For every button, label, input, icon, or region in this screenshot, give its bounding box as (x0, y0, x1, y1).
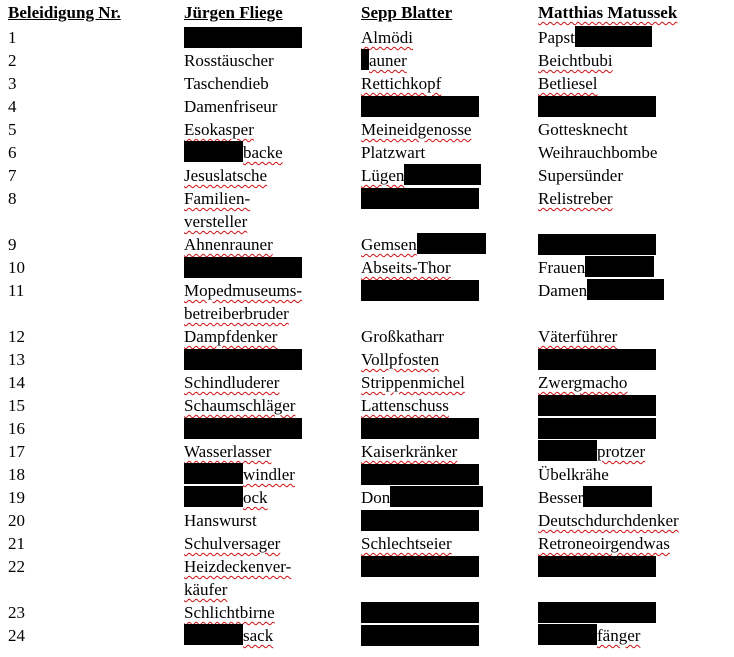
insult-text: Großkatharr (361, 327, 445, 346)
insult-cell (538, 532, 670, 555)
insult-cell (361, 256, 451, 279)
row-number: 16 (8, 419, 25, 438)
insult-cell (361, 440, 457, 463)
insult-text: Damenfriseur (184, 97, 278, 116)
redaction-block (587, 279, 664, 300)
insult-cell (184, 141, 283, 164)
insult-text: Meineidgenosse (361, 120, 472, 139)
insult-text: Abseits-Thor (361, 258, 451, 277)
redaction-block (390, 486, 483, 507)
insult-cell (184, 555, 291, 578)
row-number: 11 (8, 281, 25, 300)
row-number: 24 (8, 626, 25, 645)
insult-text: Väterführer (538, 327, 618, 346)
insult-cell-continued (184, 578, 227, 601)
redaction-block (404, 164, 481, 185)
insult-text: fänger (597, 626, 641, 645)
row-number: 19 (8, 488, 25, 507)
insult-cell (184, 95, 277, 118)
insult-text: Rettichkopf (361, 74, 442, 93)
row-number: 22 (8, 557, 25, 576)
redaction-block (538, 440, 597, 461)
row-number: 8 (8, 189, 17, 208)
redaction-block (361, 464, 479, 485)
insult-text: Besser (538, 488, 584, 507)
insult-text: Platzwart (361, 143, 426, 162)
row-number: 3 (8, 74, 17, 93)
header-matthias-matussek: Matthias Matussek (538, 3, 678, 22)
redaction-block (538, 395, 656, 416)
insult-cell (184, 49, 274, 72)
insult-text: Retroneoirgendwas (538, 534, 670, 553)
row-number: 7 (8, 166, 17, 185)
insult-text: Schulversager (184, 534, 281, 553)
row-number: 12 (8, 327, 25, 346)
insult-cell (184, 509, 257, 532)
redaction-block (361, 602, 479, 623)
insult-cell (538, 26, 652, 49)
redaction-block (538, 418, 656, 439)
insult-cell (184, 463, 295, 486)
insult-text: Relistreber (538, 189, 613, 208)
redaction-block (361, 96, 479, 117)
insult-text: Deutschdurchdenker (538, 511, 679, 530)
redaction-block (361, 49, 369, 70)
insult-text: Jesuslatsche (184, 166, 268, 185)
insult-cell (184, 532, 280, 555)
insult-text: Schlechtseier (361, 534, 452, 553)
insult-cell (538, 256, 654, 279)
insult-cell (538, 325, 617, 348)
redaction-block (583, 486, 652, 507)
insult-text: versteller (184, 212, 248, 231)
insult-cell-continued (184, 210, 247, 233)
redaction-block (538, 234, 656, 255)
insult-text: Lattenschuss (361, 396, 449, 415)
insult-text: windler (243, 465, 295, 484)
insult-text: Ahnenrauner (184, 235, 273, 254)
redaction-block (184, 141, 243, 162)
insult-text: Hanswurst (184, 511, 257, 530)
redaction-block (184, 27, 302, 48)
insult-text: käufer (184, 580, 228, 599)
insult-cell (361, 486, 483, 509)
header-sepp-blatter: Sepp Blatter (361, 3, 453, 22)
redaction-block (184, 624, 243, 645)
insult-text: Papst (538, 28, 575, 47)
insult-text: Esokasper (184, 120, 254, 139)
row-number: 18 (8, 465, 25, 484)
redaction-block (575, 26, 652, 47)
insult-cell (361, 348, 439, 371)
redaction-block (184, 257, 302, 278)
insult-cell (538, 164, 623, 187)
redaction-block (538, 556, 656, 577)
insult-cell (538, 141, 657, 164)
insult-cell (184, 72, 269, 95)
insult-text: sack (243, 626, 274, 645)
insult-cell (184, 164, 267, 187)
insult-text: Taschendieb (184, 74, 269, 93)
header-juergen-fliege: Jürgen Fliege (184, 3, 283, 22)
insult-cell (184, 371, 279, 394)
redaction-block (184, 486, 243, 507)
insult-cell (184, 279, 302, 302)
insult-cell (361, 371, 465, 394)
insult-text: Strippenmichel (361, 373, 465, 392)
insult-text: Zwergmacho (538, 373, 628, 392)
insult-text: Dampfdenker (184, 327, 278, 346)
insult-text: Don (361, 488, 391, 507)
insult-cell (538, 440, 645, 463)
redaction-block (585, 256, 654, 277)
redaction-block (361, 418, 479, 439)
insult-cell (361, 394, 449, 417)
insult-text: Almödi (361, 28, 413, 47)
insult-cell (184, 187, 250, 210)
insult-cell (538, 463, 609, 486)
insult-cell (361, 532, 452, 555)
redaction-block (538, 349, 656, 370)
row-number: 23 (8, 603, 25, 622)
row-number: 14 (8, 373, 25, 392)
insult-cell (538, 187, 613, 210)
insult-text: Frauen (538, 258, 586, 277)
insult-text: Kaiserkränker (361, 442, 458, 461)
insult-cell (184, 118, 254, 141)
insult-cell (538, 72, 597, 95)
insult-cell (538, 279, 664, 302)
insult-cell (184, 624, 273, 647)
insult-text: Weihrauchbombe (538, 143, 658, 162)
redaction-block (538, 624, 597, 645)
insult-cell (361, 164, 481, 187)
row-number: 2 (8, 51, 17, 70)
insult-text: ock (243, 488, 268, 507)
insult-cell (538, 118, 628, 141)
insult-cell (361, 325, 444, 348)
insult-cell (538, 49, 613, 72)
insult-cell (361, 49, 407, 72)
insult-cell (361, 141, 425, 164)
redaction-block (361, 556, 479, 577)
row-number: 15 (8, 396, 25, 415)
row-number: 9 (8, 235, 17, 254)
row-number: 6 (8, 143, 17, 162)
redaction-block (184, 418, 302, 439)
redaction-block (538, 96, 656, 117)
insult-text: Heizdeckenver- (184, 557, 292, 576)
insult-text: backe (243, 143, 283, 162)
row-number: 4 (8, 97, 17, 116)
insult-cell (184, 486, 268, 509)
insult-cell (361, 26, 413, 49)
insult-text: Schaumschläger (184, 396, 296, 415)
insult-cell (361, 233, 486, 256)
insult-text: Rosstäuscher (184, 51, 274, 70)
insult-cell (361, 72, 441, 95)
redaction-block (184, 349, 302, 370)
row-number: 5 (8, 120, 17, 139)
header-number: Beleidigung Nr. (8, 3, 121, 22)
insult-cell (184, 325, 277, 348)
insult-text: Lügen (361, 166, 405, 185)
row-number: 17 (8, 442, 25, 461)
redaction-block (361, 280, 479, 301)
insult-text: Übelkrähe (538, 465, 609, 484)
redaction-block (184, 463, 243, 484)
insult-text: Vollpfosten (361, 350, 440, 369)
insult-text: Wasserlasser (184, 442, 272, 461)
insult-text: Betliesel (538, 74, 598, 93)
redaction-block (538, 602, 656, 623)
insult-text: Beichtbubi (538, 51, 613, 70)
redaction-block (361, 510, 479, 531)
insult-cell (361, 118, 471, 141)
insult-cell (538, 509, 679, 532)
insult-text: Schlichtbirne (184, 603, 275, 622)
insult-cell (538, 624, 640, 647)
insult-text: Mopedmuseums- (184, 281, 303, 300)
insult-cell-continued (184, 302, 289, 325)
insult-text: auner (369, 51, 407, 70)
redaction-block (361, 625, 479, 646)
insult-cell (538, 486, 652, 509)
insult-text: Damen (538, 281, 588, 300)
row-number: 10 (8, 258, 25, 277)
row-number: 13 (8, 350, 25, 369)
insult-cell (184, 601, 275, 624)
insult-text: Familien- (184, 189, 251, 208)
insult-text: Schindluderer (184, 373, 280, 392)
row-number: 21 (8, 534, 25, 553)
insult-cell (184, 394, 295, 417)
redaction-block (361, 188, 479, 209)
row-number: 20 (8, 511, 25, 530)
redaction-block (417, 233, 486, 254)
insult-text: Gemsen (361, 235, 417, 254)
insult-cell (538, 371, 627, 394)
insult-text: protzer (597, 442, 646, 461)
insult-text: Gottesknecht (538, 120, 628, 139)
insult-cell (184, 440, 271, 463)
insult-text: Supersünder (538, 166, 623, 185)
row-number: 1 (8, 28, 17, 47)
insult-cell (184, 233, 273, 256)
insult-text: betreiberbruder (184, 304, 289, 323)
